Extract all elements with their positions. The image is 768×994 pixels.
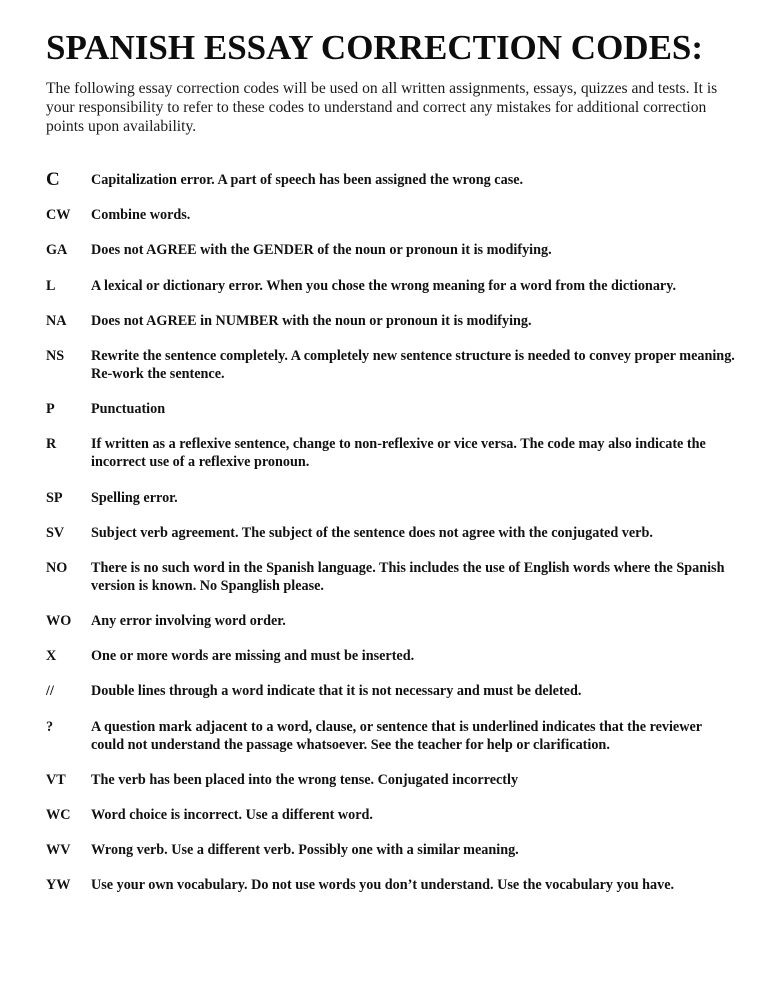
code-label: WO xyxy=(46,613,72,630)
code-label: P xyxy=(46,401,55,418)
code-label: X xyxy=(46,648,57,665)
code-description: Punctuation xyxy=(91,401,166,418)
code-label: WV xyxy=(46,842,71,859)
code-description: Rewrite the sentence completely. A completely new sentence structure is needed to convey proper meaning. Re-work the sentence. xyxy=(91,347,735,382)
code-label: // xyxy=(46,683,54,700)
code-item-ns xyxy=(46,347,736,383)
code-item-wc xyxy=(46,806,736,824)
code-description: If written as a reflexive sentence, change to non-reflexive or vice versa. The code may also indicate the incorrect use of a reflexive pronoun. xyxy=(91,436,706,471)
code-item-p xyxy=(46,400,736,418)
code-description: Spelling error. xyxy=(91,489,178,506)
code-label: SV xyxy=(46,524,65,541)
code-label: ? xyxy=(46,718,54,735)
code-item-no xyxy=(46,559,736,595)
code-item-question-mark xyxy=(46,718,736,754)
code-item-ga xyxy=(46,241,736,259)
code-label: NS xyxy=(46,347,65,364)
code-description: Any error involving word order. xyxy=(91,613,286,630)
code-description: Does not AGREE in NUMBER with the noun or pronoun it is modifying. xyxy=(91,312,532,329)
code-item-double-lines xyxy=(46,682,736,700)
code-description: A lexical or dictionary error. When you chose the wrong meaning for a word from the dictionary. xyxy=(91,277,677,294)
code-description: Combine words. xyxy=(91,207,191,224)
code-description: A question mark adjacent to a word, clause, or sentence that is underlined indicates that the reviewer could not understand the passage whatsoever. See the teacher for help or clarification. xyxy=(91,718,702,753)
code-label: L xyxy=(46,277,56,294)
code-item-cw xyxy=(46,206,736,224)
code-label: NA xyxy=(46,312,67,329)
code-description: One or more words are missing and must be inserted. xyxy=(91,648,415,665)
code-item-r xyxy=(46,435,736,471)
code-item-wo xyxy=(46,612,736,630)
code-label: GA xyxy=(46,242,68,259)
code-item-sp xyxy=(46,489,736,507)
code-item-sv xyxy=(46,524,736,542)
code-item-l xyxy=(46,277,736,295)
code-label: C xyxy=(46,169,60,190)
code-label: NO xyxy=(46,559,68,576)
code-label: CW xyxy=(46,207,71,224)
code-item-c xyxy=(46,171,736,189)
code-description: Word choice is incorrect. Use a different word. xyxy=(91,807,373,823)
code-description: Subject verb agreement. The subject of the sentence does not agree with the conjugated verb. xyxy=(91,524,653,541)
code-label: WC xyxy=(46,807,71,823)
code-item-yw xyxy=(46,876,736,894)
code-description: Double lines through a word indicate that it is not necessary and must be deleted. xyxy=(91,683,582,700)
code-label: SP xyxy=(46,489,63,506)
correction-codes-list xyxy=(46,171,736,912)
code-description: The verb has been placed into the wrong tense. Conjugated incorrectly xyxy=(91,771,519,788)
page-title: SPANISH ESSAY CORRECTION CODES: xyxy=(46,28,704,67)
code-item-vt xyxy=(46,771,736,789)
code-description: Capitalization error. A part of speech has been assigned the wrong case. xyxy=(91,172,524,188)
code-item-wv xyxy=(46,841,736,859)
code-description: Does not AGREE with the GENDER of the noun or pronoun it is modifying. xyxy=(91,242,552,259)
intro-paragraph: The following essay correction codes will be used on all written assignments, essays, quizzes and tests. It is your responsibility to refer to these codes to understand and correct any mistakes for additional correction points upon availability. xyxy=(46,80,718,135)
code-item-na xyxy=(46,312,736,330)
code-label: VT xyxy=(46,771,66,788)
code-item-x xyxy=(46,647,736,665)
code-label: YW xyxy=(46,877,71,894)
code-label: R xyxy=(46,436,57,453)
code-description: There is no such word in the Spanish language. This includes the use of English words where the Spanish version is known. No Spanglish please. xyxy=(91,559,725,594)
code-description: Use your own vocabulary. Do not use words you don’t understand. Use the vocabulary you have. xyxy=(91,877,675,894)
code-description: Wrong verb. Use a different verb. Possibly one with a similar meaning. xyxy=(91,842,519,859)
